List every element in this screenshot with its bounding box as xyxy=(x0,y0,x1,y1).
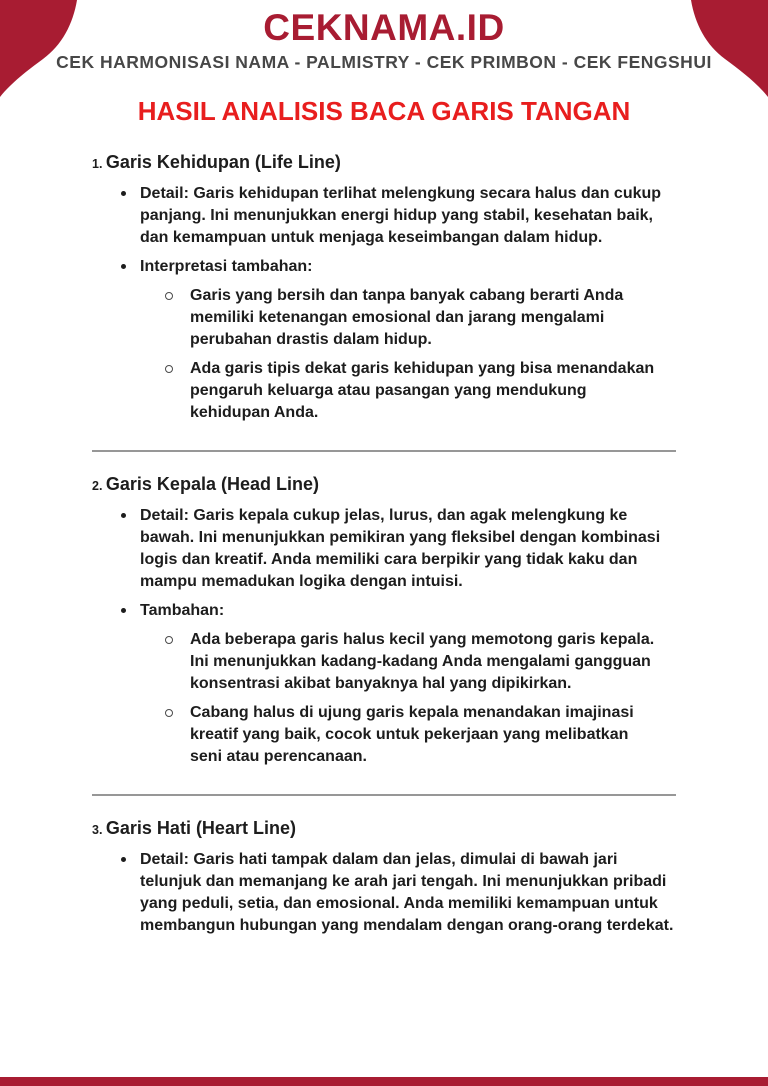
circle-bullet-icon xyxy=(165,636,173,644)
bullet-item xyxy=(92,183,676,249)
sub-bullet-text: Ada beberapa garis halus kecil yang memotong garis kepala. Ini menunjukkan kadang-kadang Anda mengalami gangguan konsentrasi akibat banyaknya hal yang dipikirkan. xyxy=(190,631,655,692)
sub-bullet-item xyxy=(92,629,676,695)
section-heading xyxy=(92,472,676,498)
dot-bullet-icon xyxy=(121,857,126,862)
bullet-item xyxy=(92,600,676,622)
dot-bullet-icon xyxy=(121,264,126,269)
section-heading xyxy=(92,150,676,176)
bullet-item xyxy=(92,849,676,937)
circle-bullet-icon xyxy=(165,365,173,373)
section-heading xyxy=(92,816,676,842)
bullet-text: Interpretasi tambahan: xyxy=(140,258,313,275)
section-number: 3. xyxy=(92,823,106,837)
header xyxy=(0,0,768,72)
bullet-text: Tambahan: xyxy=(140,602,225,619)
bullet-text: Detail: Garis hati tampak dalam dan jelas, dimulai di bawah jari telunjuk dan memanjang ke arah jari tengah. Ini menunjukkan pribadi yang peduli, setia, dan emosional. Anda memiliki kemampuan untuk membangun hubungan yang mendalam dengan orang-orang terdekat. xyxy=(140,851,674,934)
section-title: Garis Kehidupan (Life Line) xyxy=(105,152,341,172)
bullet-item xyxy=(92,505,676,593)
section-divider xyxy=(92,794,676,796)
bullet-text: Detail: Garis kepala cukup jelas, lurus, dan agak melengkung ke bawah. Ini menunjukkan pemikiran yang fleksibel dengan kombinasi logis dan kreatif. Anda memiliki cara berpikir yang tidak kaku dan mampu memadukan logika dengan intuisi. xyxy=(140,507,661,590)
section-number: 2. xyxy=(92,479,106,493)
sub-bullet-text: Ada garis tipis dekat garis kehidupan yang bisa menandakan pengaruh keluarga atau pasangan yang mendukung kehidupan Anda. xyxy=(190,360,655,421)
bullet-text: Detail: Garis kehidupan terlihat melengkung secara halus dan cukup panjang. Ini menunjukkan energi hidup yang stabil, kesehatan baik, dan kemampuan untuk menjaga keseimbangan dalam hidup. xyxy=(140,185,662,246)
dot-bullet-icon xyxy=(121,191,126,196)
sub-bullet-text: Cabang halus di ujung garis kepala menandakan imajinasi kreatif yang baik, cocok untuk pekerjaan yang melibatkan seni atau perencanaan. xyxy=(190,704,634,765)
section-number: 1. xyxy=(92,157,106,171)
sub-bullet-text: Garis yang bersih dan tanpa banyak cabang berarti Anda memiliki ketenangan emosional dan jarang mengalami perubahan drastis dalam hidup. xyxy=(190,287,624,348)
sub-bullet-item xyxy=(92,702,676,768)
section-title: Garis Hati (Heart Line) xyxy=(105,818,296,838)
dot-bullet-icon xyxy=(121,513,126,518)
bullet-item xyxy=(92,256,676,278)
brand-tagline: CEK HARMONISASI NAMA - PALMISTRY - CEK PRIMBON - CEK FENGSHUI xyxy=(56,52,712,72)
page-title: HASIL ANALISIS BACA GARIS TANGAN xyxy=(137,96,631,126)
sub-bullet-item xyxy=(92,358,676,424)
analysis-content xyxy=(0,150,768,937)
dot-bullet-icon xyxy=(121,608,126,613)
section-divider xyxy=(92,450,676,452)
sub-bullet-item xyxy=(92,285,676,351)
circle-bullet-icon xyxy=(165,709,173,717)
circle-bullet-icon xyxy=(165,292,173,300)
section-title: Garis Kepala (Head Line) xyxy=(105,474,319,494)
brand-logo: CEKNAMA.ID xyxy=(263,7,505,48)
footer-bar xyxy=(0,1077,768,1086)
